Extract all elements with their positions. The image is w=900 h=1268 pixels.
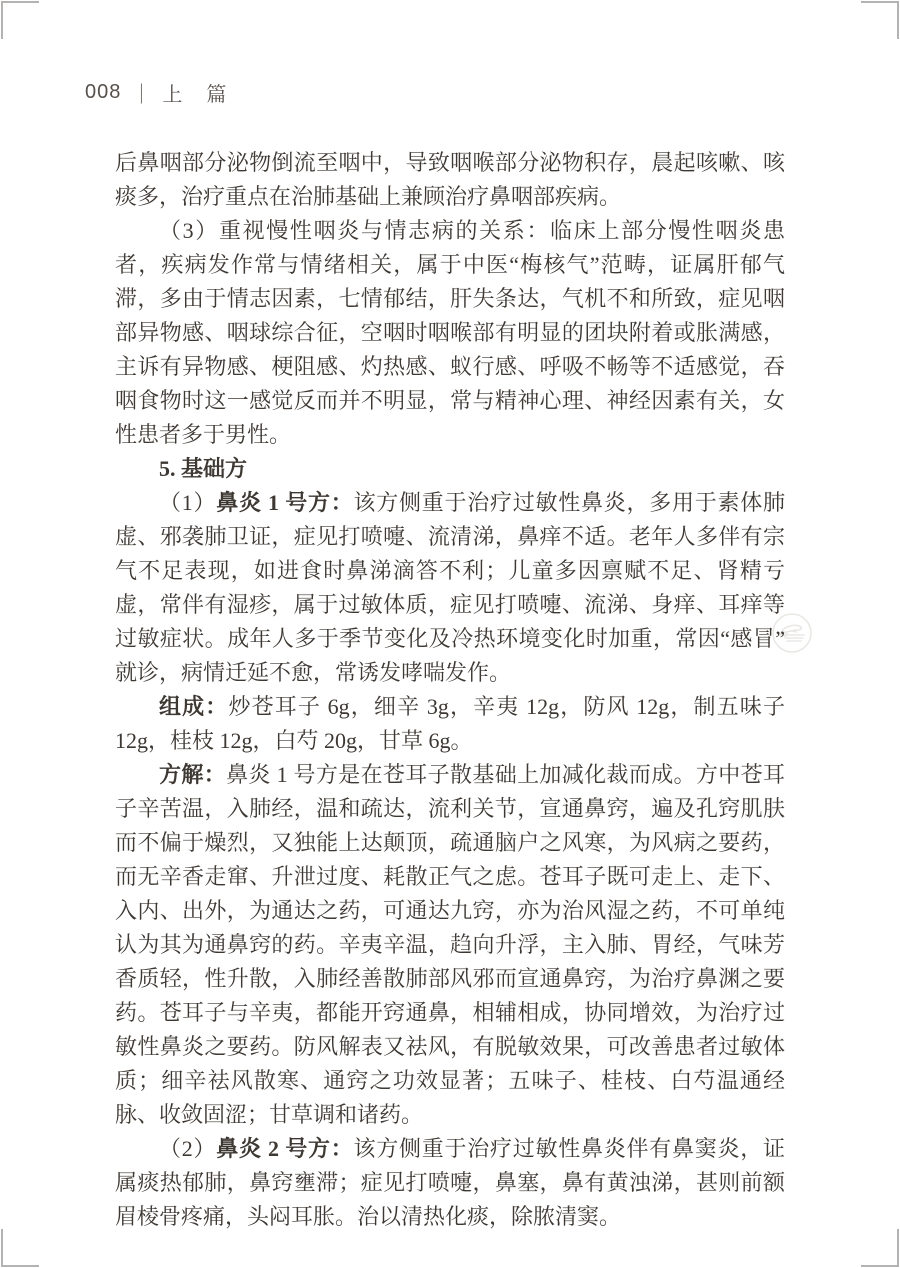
paragraph — [115, 146, 785, 214]
page-body-text — [115, 146, 785, 1234]
text-run: （2） — [159, 1136, 217, 1161]
text-run: 炒苍耳子 6g，细辛 3g，辛夷 12g，防风 12g，制五味子 12g，桂枝 12g，白芍 20g，甘草 6g。 — [115, 694, 785, 753]
text-run-bold: 5. 基础方 — [159, 456, 248, 481]
crop-mark-bottom-right — [861, 1229, 899, 1267]
text-run: 鼻炎 1 号方是在苍耳子散基础上加减化裁而成。方中苍耳子辛苦温，入肺经，温和疏达，流利关节，宣通鼻窍，遍及孔窍肌肤而不偏于燥烈，又独能上达颠顶，疏通脑户之风寒，为风病之要药，而无辛香走窜、升泄过度、耗散正气之虑。苍耳子既可走上、走下、入内、出外，为通达之药，可通达九窍，亦为治风湿之药，不可单纯认为其为通鼻窍的药。辛夷辛温，趋向升浮，主入肺、胃经，气味芳香质轻，性升散，入肺经善散肺部风邪而宣通鼻窍，为治疗鼻渊之要药。苍耳子与辛夷，都能开窍通鼻，相辅相成，协同增效，为治疗过敏性鼻炎之要药。防风解表又祛风，有脱敏效果，可改善患者过敏体质；细辛祛风散寒、通窍之功效显著；五味子、桂枝、白芍温通经脉、收敛固涩；甘草调和诸药。 — [115, 762, 785, 1127]
running-header — [85, 78, 228, 107]
text-run-bold: 鼻炎 1 号方： — [216, 490, 354, 515]
text-run: 后鼻咽部分泌物倒流至咽中，导致咽喉部分泌物积存，晨起咳嗽、咳痰多，治疗重点在治肺基础上兼顾治疗鼻咽部疾病。 — [115, 150, 785, 209]
crop-mark-bottom-left — [1, 1229, 39, 1267]
page-number: 008 — [85, 81, 122, 103]
text-run: （1） — [159, 490, 217, 515]
text-run-bold: 组成： — [159, 694, 229, 719]
text-run: 该方侧重于治疗过敏性鼻炎伴有鼻窦炎，证属痰热郁肺，鼻窍壅滞；症见打喷嚏，鼻塞，鼻有黄浊涕，甚则前额眉棱骨疼痛，头闷耳胀。治以清热化痰，除脓清窦。 — [115, 1136, 785, 1229]
paragraph — [115, 1132, 785, 1234]
paragraph — [115, 758, 785, 1132]
text-run-bold: 方解： — [159, 762, 227, 787]
header-divider: ｜ — [131, 84, 153, 106]
text-run-bold: 鼻炎 2 号方： — [216, 1136, 354, 1161]
crop-mark-top-right — [861, 1, 899, 39]
paragraph — [115, 214, 785, 452]
crop-mark-top-left — [1, 1, 39, 39]
paragraph — [115, 690, 785, 758]
text-run: 该方侧重于治疗过敏性鼻炎，多用于素体肺虚、邪袭肺卫证，症见打喷嚏、流清涕，鼻痒不适。老年人多伴有宗气不足表现，如进食时鼻涕滴答不利；儿童多因禀赋不足、肾精亏虚，常伴有湿疹，属于过敏体质，症见打喷嚏、流涕、身痒、耳痒等过敏症状。成年人多于季节变化及冷热环境变化时加重，常因“感冒”就诊，病情迁延不愈，常诱发哮喘发作。 — [115, 490, 785, 685]
paragraph — [115, 486, 785, 690]
section-title: 上 篇 — [162, 84, 229, 106]
text-run: （3）重视慢性咽炎与情志病的关系：临床上部分慢性咽炎患者，疾病发作常与情绪相关，属于中医“梅核气”范畴，证属肝郁气滞，多由于情志因素，七情郁结，肝失条达，气机不和所致，症见咽部异物感、咽球综合征，空咽时咽喉部有明显的团块附着或胀满感，主诉有异物感、梗阻感、灼热感、蚁行感、呼吸不畅等不适感觉，吞咽食物时这一感觉反而并不明显，常与精神心理、神经因素有关，女性患者多于男性。 — [115, 218, 785, 447]
paragraph — [115, 452, 785, 486]
